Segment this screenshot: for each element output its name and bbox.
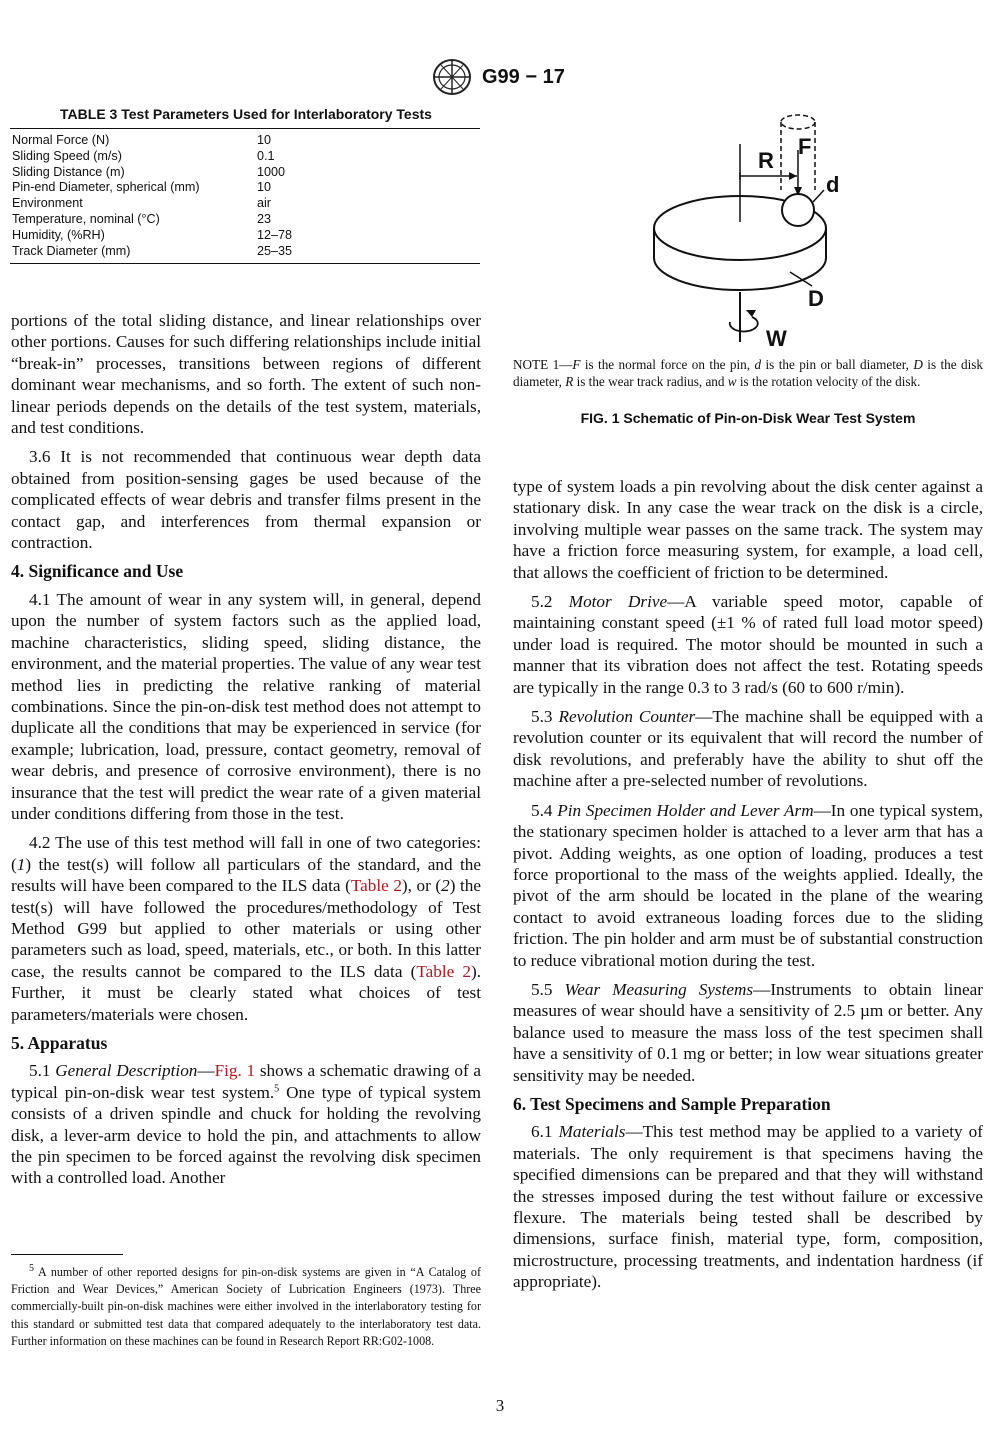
table3-bottom-rule [10, 263, 480, 264]
table-cell-parameter: Sliding Distance (m) [12, 164, 125, 179]
paragraph-5-5: 5.5 Wear Measuring Systems—Instruments to obtain linear measures of wear should have a sensitivity of 2.5 µm or better. Any balance used to measure the mass loss of the test specimen shall have a sensitivity of 0.1 mg or better; in low wear situations greater sensitivity may be needed. [513, 979, 984, 1085]
paragraph-4-2: 4.2 The use of this test method will fall in one of two categories: (1) the test(s) will follow all particulars of the standard, and the results will have been compared to the ILS data (Table 2), or (2) the test(s) will have followed the procedures/methodology of Test Method G99 but applied to other materials or using other parameters such as load, speed, materials, etc., or both. In this latter case, the results cannot be compared to the ILS data (Table 2). Further, it must be clearly stated what choices of test parameters/materials were chosen. [11, 833, 481, 1024]
fig-1-link[interactable]: Fig. 1 [214, 1061, 256, 1081]
table-cell-parameter: Normal Force (N) [12, 133, 110, 147]
table-cell-parameter: Humidity, (%RH) [12, 227, 105, 242]
table-cell-value: 10 [257, 180, 272, 195]
table-cell-value: 0.1 [257, 148, 275, 163]
right-column [513, 476, 983, 1301]
table3 [12, 133, 480, 259]
table-cell-value: 25–35 [257, 243, 293, 258]
footnote-rule [11, 1254, 123, 1255]
document-designation: G99 − 17 [482, 66, 565, 88]
table3-caption: TABLE 3 Test Parameters Used for Interlaboratory Tests [60, 106, 432, 122]
footnote-5: $^5$ A number of other reported designs for pin-on-disk systems are given in “A Catalog of Friction and Wear Devices,” American Society of Lubrication Engineers (1973). Three commercially-built pin-on-disk machines were either involved in the interlaboratory testing for this standard or submitted test data that compared adequately to the interlaboratory test data. Further information on these machines can be found in Research Report RR:G02-1008. [11, 1262, 481, 1348]
paragraph-5-4: 5.4 Pin Specimen Holder and Lever Arm—In one typical system, the stationary specimen holder is attached to a lever arm that has a pivot. Adding weights, as one option of loading, produces a test force proportional to the mass of the weights applied. Ideally, the pivot of the arm should be located in the plane of the wearing contact to avoid extraneous loading forces due to the sliding friction. The pin holder and arm must be of substantial construction to reduce vibrational motion during the test. [513, 800, 983, 970]
table-row [12, 180, 480, 196]
table-cell-value: 12–78 [257, 227, 293, 242]
label-d: d [826, 172, 840, 197]
table-cell-value: 1000 [257, 164, 286, 179]
note-prefix: NOTE 1— [513, 357, 573, 372]
table-row [12, 165, 480, 181]
label-D: D [808, 286, 824, 311]
table-cell-parameter: Pin-end Diameter, spherical (mm) [12, 180, 200, 195]
paragraph-4-1: 4.1 The amount of wear in any system will, in general, depend upon the number of system factors such as the applied load, machine characteristics, sliding speed, sliding distance, the environment, and the material properties. The value of any wear test method lies in predicting the relative ranking of material combinations. Since the pin-on-disk test method does not attempt to duplicate all the conditions that may be experienced in service (for example; lubrication, load, pressure, contact geometry, removal of wear debris, and presence of corrosive environment), there is no insurance that the test will predict the wear rate of a given material under conditions differing from those in the test. [11, 589, 481, 823]
paragraph-5-2: 5.2 Motor Drive—A variable speed motor, capable of maintaining constant speed (±1 % of rated full load motor speed) under load is required. The motor should be mounted in such a manner that its vibration does not affect the test. Rotating speeds are typically in the range 0.3 to 3 rad/s (60 to 600 r/min). [513, 592, 984, 697]
table-row [12, 228, 480, 244]
left-column [11, 310, 481, 1197]
figure-1-caption: FIG. 1 Schematic of Pin-on-Disk Wear Test System [580, 410, 916, 426]
paragraph-5-3: 5.3 Revolution Counter—The machine shall be equipped with a revolution counter or its equivalent that will record the number of disk revolutions, and preferably have the ability to shut off the machine after a pre-selected number of revolutions. [513, 707, 984, 791]
table3-top-rule [10, 128, 480, 129]
table-cell-parameter: Track Diameter (mm) [12, 243, 131, 258]
table-cell-value: air [257, 196, 271, 211]
table-cell-parameter: Temperature, nominal (°C) [12, 211, 160, 226]
section-5-heading: 5. Apparatus [11, 1033, 108, 1053]
paragraph-5-1: 5.1 General Description—Fig. 1 shows a schematic drawing of a typical pin-on-disk wear test system.$^5$ One type of typical system consists of a driven spindle and chuck for holding the revolving disk, a lever-arm device to hold the pin, and attachments to allow the pin specimen to be forced against the revolving disk specimen with a controlled load. Another [11, 1061, 482, 1188]
table-row [12, 196, 480, 212]
table-2-link[interactable]: Table 2 [350, 876, 402, 896]
table-row [12, 212, 480, 228]
astm-logo [430, 58, 474, 96]
table-cell-value: 10 [257, 133, 272, 147]
astm-logo-icon [430, 58, 474, 96]
table-cell-parameter: Environment [12, 196, 83, 211]
paragraph-6-1: 6.1 Materials—This test method may be applied to a variety of materials. The only requirement is that specimens having the specified dimensions can be prepared and that they will withstand the stresses imposed during the test without failure or excessive flexure. The materials being tested shall be described by dimensions, surface finish, material type, form, composition, microstructure, processing treatments, and indentation hardness (if appropriate). [513, 1122, 983, 1292]
table-2-link[interactable]: Table 2 [416, 961, 471, 981]
section-4-heading: 4. Significance and Use [11, 561, 184, 582]
footnote-ref[interactable]: 5 [274, 1083, 280, 1095]
label-F: F [798, 134, 812, 159]
label-W: W [766, 326, 787, 351]
page-number: 3 [495, 1396, 505, 1415]
section-6-heading: 6. Test Specimens and Sample Preparation [513, 1093, 831, 1114]
pin-on-disk-diagram [640, 110, 840, 360]
paragraph-3-5-continued: portions of the total sliding distance, and linear relationships over other portions. Causes for such differing relationships include initial “break-in” processes, transitions between regions of different dominant wear mechanisms, and so forth. The extent of such non-linear periods depends on the details of the test system, materials, and test conditions. [11, 311, 481, 438]
paragraph-5-1-continued: type of system loads a pin revolving about the disk center against a stationary disk. In any case the wear track on the disk is a circle, involving multiple wear passes on the same track. The system may have a friction force measuring system, for example, a load cell, that allows the coefficient of friction to be determined. [513, 477, 983, 582]
label-R: R [758, 148, 774, 173]
paragraph-3-6: 3.6 It is not recommended that continuous wear depth data obtained from position-sensing gages be used because of the complicated effects of wear debris and transfer films present in the contact gap, and interferences from thermal expansion or contraction. [11, 447, 481, 553]
table-cell-value: 23 [257, 211, 272, 226]
figure-1 [640, 110, 840, 360]
figure-1-note: NOTE 1—F is the normal force on the pin, d is the pin or ball diameter, D is the disk diameter, R is the wear track radius, and w is the rotation velocity of the disk. [513, 357, 984, 390]
table-row [12, 244, 480, 260]
table-cell-parameter: Sliding Speed (m/s) [12, 148, 122, 163]
table-row [12, 149, 480, 165]
table-row [12, 133, 480, 149]
